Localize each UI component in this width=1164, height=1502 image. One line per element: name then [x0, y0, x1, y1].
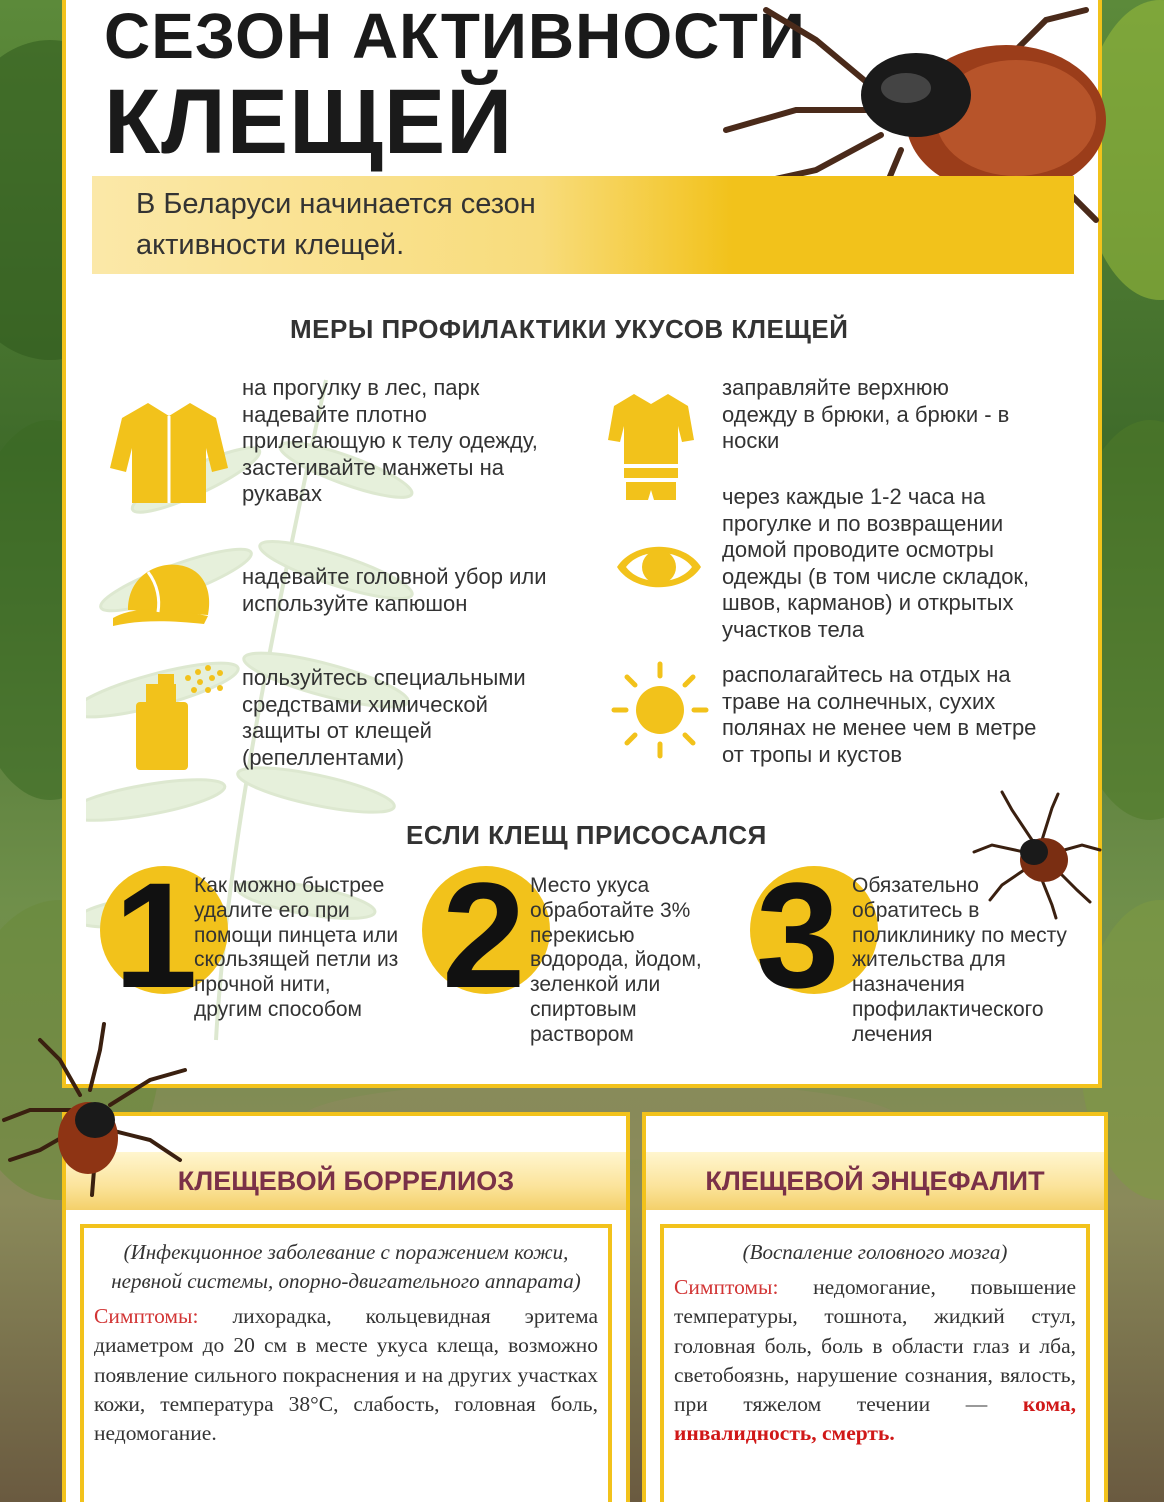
prevention-item-tuck: заправляйте верхнюю одежду в брюки, а брюки - в носки [722, 375, 1010, 453]
encephalitis-box [660, 1224, 1090, 1502]
borreliosis-symptoms-label: Симптомы: [94, 1304, 199, 1328]
intro-band [92, 176, 1074, 274]
prevention-item-inspect: через каждые 1-2 часа на прогулке и по возвращении домой проводите осмотры одежды (в том числе складок, швов, карманов) и открытых участков тела [722, 484, 1030, 642]
jacket-icon [108, 398, 230, 508]
cap-icon [108, 560, 218, 632]
borreliosis-box [80, 1224, 612, 1502]
prevention-item-clothing: на прогулку в лес, парк надевайте плотно прилегающую к телу одежду, застегивайте манжеты на рукавах [242, 375, 538, 506]
poster-title [104, 0, 806, 172]
step-2-text: Место укуса обработайте 3% перекисью водорода, йодом, зеленкой или спиртовым раствором [530, 874, 702, 1046]
step-1-text: Как можно быстрее удалите его при помощи пинцета или скользящей петли из прочной нити, другим способом [194, 874, 399, 1021]
sun-icon [610, 660, 710, 760]
prevention-heading: МЕРЫ ПРОФИЛАКТИКИ УКУСОВ КЛЕЩЕЙ [290, 314, 849, 344]
encephalitis-description: (Воспаление головного мозга) [742, 1240, 1008, 1264]
borreliosis-title: КЛЕЩЕВОЙ БОРРЕЛИОЗ [66, 1152, 626, 1210]
title-line-2: КЛЕЩЕЙ [104, 71, 514, 173]
eye-icon [614, 532, 704, 602]
step-3-number: 3 [756, 851, 840, 1019]
spray-icon [128, 664, 228, 774]
step-3-text: Обязательно обратитесь в поликлинику по месту жительства для назначения профилактического лечения [852, 874, 1067, 1046]
intro-text: В Беларуси начинается сезон активности клещей. [136, 188, 536, 261]
borreliosis-description: (Инфекционное заболевание с поражением кожи, нервной системы, опорно-двигательного аппарата) [111, 1240, 581, 1293]
prevention-item-headwear: надевайте головной убор или используйте капюшон [242, 564, 547, 616]
prevention-item-repellent: пользуйтесь специальными средствами химической защиты от клещей (репеллентами) [242, 665, 526, 770]
title-line-1: СЕЗОН АКТИВНОСТИ [104, 0, 806, 72]
encephalitis-panel [642, 1112, 1108, 1502]
borreliosis-symptoms-text: лихорадка, кольцевидная эритема диаметром до 20 см в месте укуса клеща, возможно появление сильного покраснения и на других участках кожи, температура 38°С, слабость, головная боль, недомогание. [94, 1304, 599, 1446]
encephalitis-severe: кома, инвалидность, смерть. [674, 1392, 1076, 1446]
prevention-item-rest: располагайтесь на отдых на траве на солнечных, сухих полянах не менее чем в метре от тропы и кустов [722, 662, 1037, 767]
step-2-number: 2 [442, 851, 526, 1019]
tick-bottom-left-icon [0, 1020, 190, 1200]
encephalitis-title: КЛЕЩЕВОЙ ЭНЦЕФАЛИТ [646, 1152, 1104, 1210]
step-1-number: 1 [114, 851, 198, 1019]
clothes-tucked-icon [606, 390, 696, 502]
encephalitis-symptoms-text: недомогание, повышение температуры, тошнота, жидкий стул, головная боль, боль в области глаз и лба, светобоязнь, нарушение сознания, вялость, при тяжелом течении — [674, 1275, 1077, 1417]
poster [62, 0, 1102, 1088]
borreliosis-symptoms [94, 1302, 598, 1448]
encephalitis-symptoms [674, 1273, 1076, 1449]
bite-heading: ЕСЛИ КЛЕЩ ПРИСОСАЛСЯ [406, 820, 767, 850]
encephalitis-symptoms-label: Симптомы: [674, 1275, 779, 1299]
